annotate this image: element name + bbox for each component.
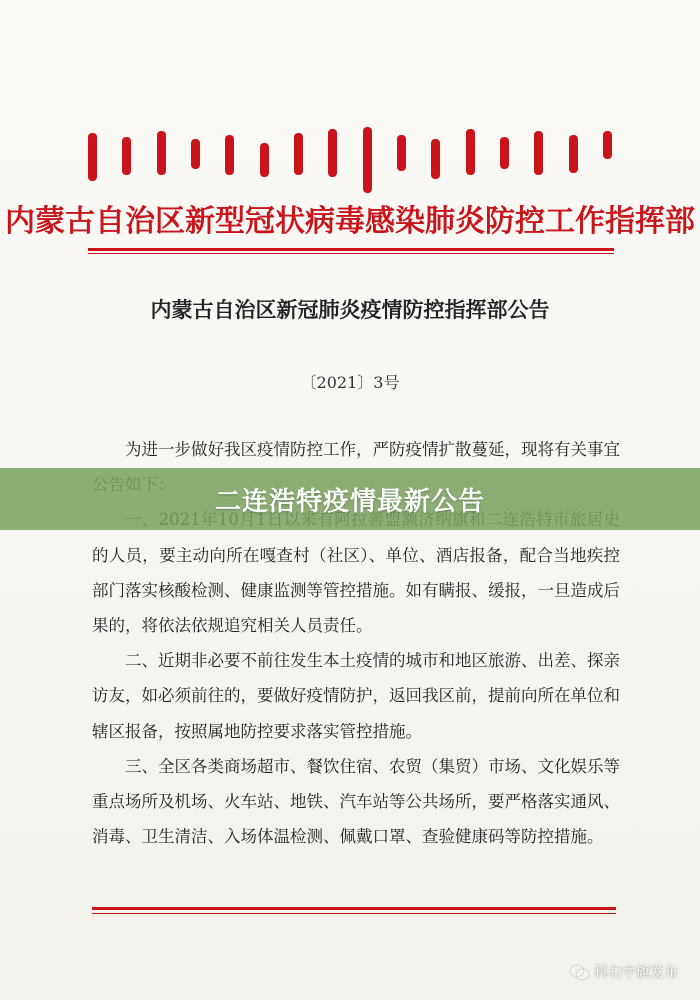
- paragraph-intro: 为进一步做好我区疫情防控工作，严防疫情扩散蔓延，现将有关事宜: [125, 440, 620, 459]
- mongolian-glyph: [431, 139, 440, 179]
- mongolian-glyph: [88, 133, 97, 181]
- footer-divider: [92, 907, 616, 910]
- mongolian-glyph: [569, 135, 578, 173]
- wechat-icon: [571, 965, 589, 979]
- mongolian-glyph: [191, 139, 200, 169]
- mongolian-glyph: [225, 135, 234, 175]
- mongolian-glyph: [500, 137, 509, 169]
- mongolian-glyph: [363, 127, 372, 193]
- header-divider-thin: [88, 253, 614, 254]
- mongolian-glyph: [328, 129, 337, 177]
- paragraph-1: 的人员，要主动向所在嘎查村（社区）、单位、酒店报备，配合当地疾控部门落实核酸检测、健康监测等管控措施。如有瞒报、缓报，一旦造成后果的，将依法依规追究相关人员责任。: [92, 545, 620, 636]
- paragraph-3: 三、全区各类商场超市、餐饮住宿、农贸（集贸）市场、文化娱乐等重点场所及机场、火车站、地铁、汽车站等公共场所，要严格落实通风、消毒、卫生清洁、入场体温检测、佩戴口罩、查验健康码等防控措施。: [92, 756, 620, 847]
- document-title: 内蒙古自治区新冠肺炎疫情防控指挥部公告: [150, 297, 550, 322]
- organization-title: 内蒙古自治区新型冠状病毒感染肺炎防控工作指挥部: [5, 204, 695, 239]
- mongolian-glyph: [260, 143, 269, 177]
- header-divider: [88, 248, 614, 251]
- mongolian-glyph: [122, 137, 131, 175]
- mongolian-glyph: [603, 131, 612, 159]
- mongolian-glyph: [157, 131, 166, 175]
- watermark-text: 科右中旗发布: [594, 965, 678, 981]
- mongolian-glyph: [466, 129, 475, 175]
- mongolian-glyph: [294, 133, 303, 175]
- mongolian-script-header: [88, 125, 612, 195]
- headline-banner: [0, 468, 700, 530]
- document-number: 〔2021〕3号: [300, 373, 400, 392]
- source-watermark: [571, 962, 678, 982]
- paragraph-2: 二、近期非必要不前往发生本土疫情的城市和地区旅游、出差、探亲访友，如必须前往的，要做好疫情防护，返回我区前，提前向所在单位和辖区报备，按照属地防控要求落实管控措施。: [92, 651, 620, 741]
- banner-title: 二连浩特疫情最新公告: [214, 486, 485, 517]
- mongolian-glyph: [397, 135, 406, 171]
- mongolian-glyph: [534, 131, 543, 175]
- footer-divider-thin: [92, 913, 616, 914]
